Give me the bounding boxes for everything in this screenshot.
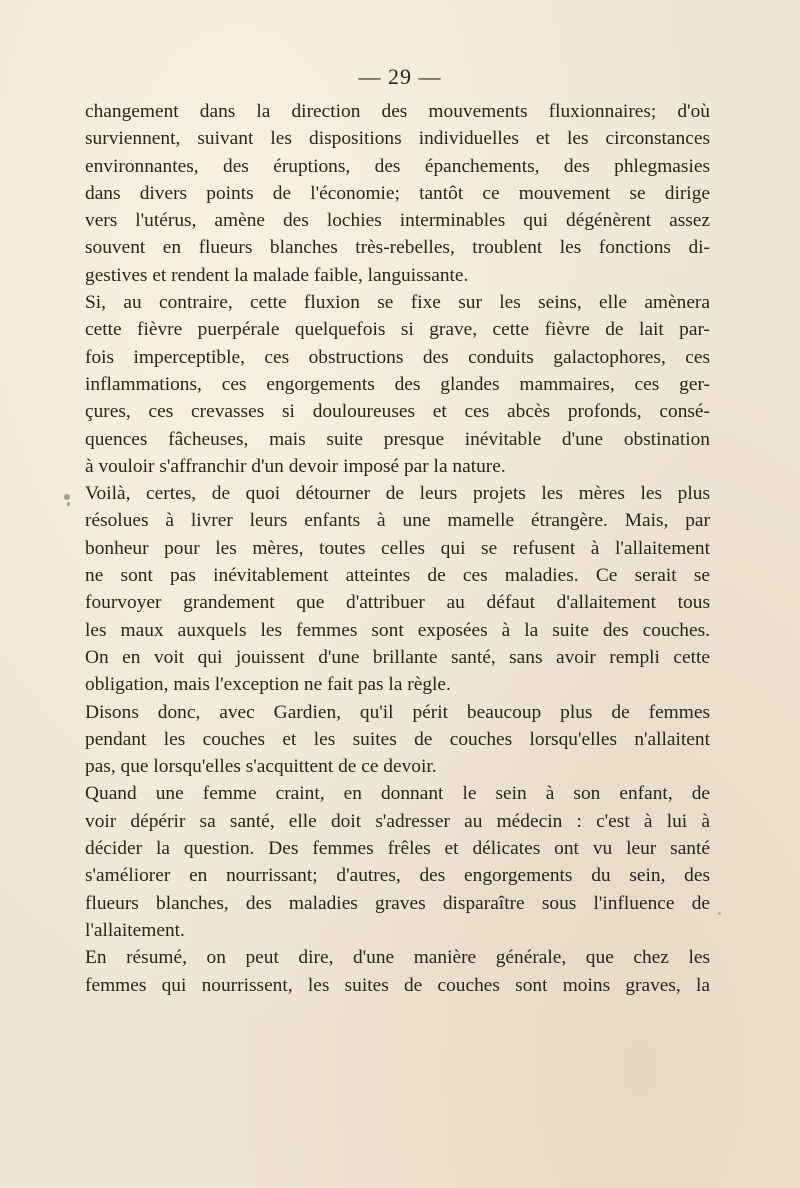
text-line: En résumé, on peut dire, d'une manière générale, que chez les bbox=[85, 947, 710, 969]
text-line: surviennent, suivant les dispositions individuelles et les circonstances bbox=[85, 128, 710, 150]
text-line: quences fâcheuses, mais suite presque inévitable d'une obstination bbox=[85, 428, 710, 450]
text-line: flueurs blanches, des maladies graves disparaître sous l'influence de bbox=[85, 892, 710, 914]
text-line: pas, que lorsqu'elles s'acquittent de ce devoir. bbox=[85, 756, 437, 778]
text-line: souvent en flueurs blanches très-rebelles, troublent les fonctions di- bbox=[85, 237, 710, 259]
text-line: obligation, mais l'exception ne fait pas la règle. bbox=[85, 674, 451, 696]
text-line: gestives et rendent la malade faible, languissante. bbox=[85, 264, 469, 286]
text-line: vers l'utérus, amène des lochies interminables qui dégénèrent assez bbox=[85, 210, 710, 232]
page-number: — 29 — bbox=[358, 64, 442, 89]
text-line: çures, ces crevasses si douloureuses et ces abcès profonds, consé- bbox=[85, 401, 710, 423]
text-line: ne sont pas inévitablement atteintes de ces maladies. Ce serait se bbox=[85, 565, 710, 587]
text-line: Si, au contraire, cette fluxion se fixe sur les seins, elle amènera bbox=[85, 292, 710, 314]
text-line: s'améliorer en nourrissant; d'autres, des engorgements du sein, des bbox=[85, 865, 710, 887]
text-line: bonheur pour les mères, toutes celles qui se refusent à l'allaitement bbox=[85, 537, 710, 559]
text-line: voir dépérir sa santé, elle doit s'adresser au médecin : c'est à lui à bbox=[85, 810, 710, 832]
text-line: l'allaitement. bbox=[85, 919, 185, 941]
text-line: dans divers points de l'économie; tantôt ce mouvement se dirige bbox=[85, 182, 710, 204]
text-line: décider la question. Des femmes frêles et délicates ont vu leur santé bbox=[85, 838, 710, 860]
text-line: à vouloir s'affranchir d'un devoir imposé par la nature. bbox=[85, 455, 506, 477]
ink-speck bbox=[64, 494, 70, 500]
text-line: environnantes, des éruptions, des épanchements, des phlegmasies bbox=[85, 155, 710, 177]
text-line: Voilà, certes, de quoi détourner de leurs projets les mères les plus bbox=[85, 483, 710, 505]
text-line: changement dans la direction des mouvements fluxionnaires; d'où bbox=[85, 101, 710, 122]
text-line: fourvoyer grandement que d'attribuer au défaut d'allaitement tous bbox=[85, 592, 710, 614]
text-line: Disons donc, avec Gardien, qu'il périt beaucoup plus de femmes bbox=[85, 701, 710, 723]
text-line: pendant les couches et les suites de couches lorsqu'elles n'allaitent bbox=[85, 728, 710, 750]
text-line: On en voit qui jouissent d'une brillante santé, sans avoir rempli cette bbox=[85, 646, 710, 668]
text-line: résolues à livrer leurs enfants à une mamelle étrangère. Mais, par bbox=[85, 510, 710, 532]
text-line: inflammations, ces engorgements des glandes mammaires, ces ger- bbox=[85, 373, 710, 395]
ink-speck bbox=[67, 502, 70, 506]
text-line: les maux auxquels les femmes sont exposées à la suite des couches. bbox=[85, 619, 710, 641]
body-text bbox=[85, 98, 710, 999]
text-line: femmes qui nourrissent, les suites de couches sont moins graves, la bbox=[85, 974, 710, 996]
text-line: fois imperceptible, ces obstructions des conduits galactophores, ces bbox=[85, 346, 710, 368]
ink-speck bbox=[718, 912, 721, 915]
text-line: cette fièvre puerpérale quelquefois si grave, cette fièvre de lait par- bbox=[85, 319, 710, 341]
text-line: Quand une femme craint, en donnant le sein à son enfant, de bbox=[85, 783, 710, 805]
